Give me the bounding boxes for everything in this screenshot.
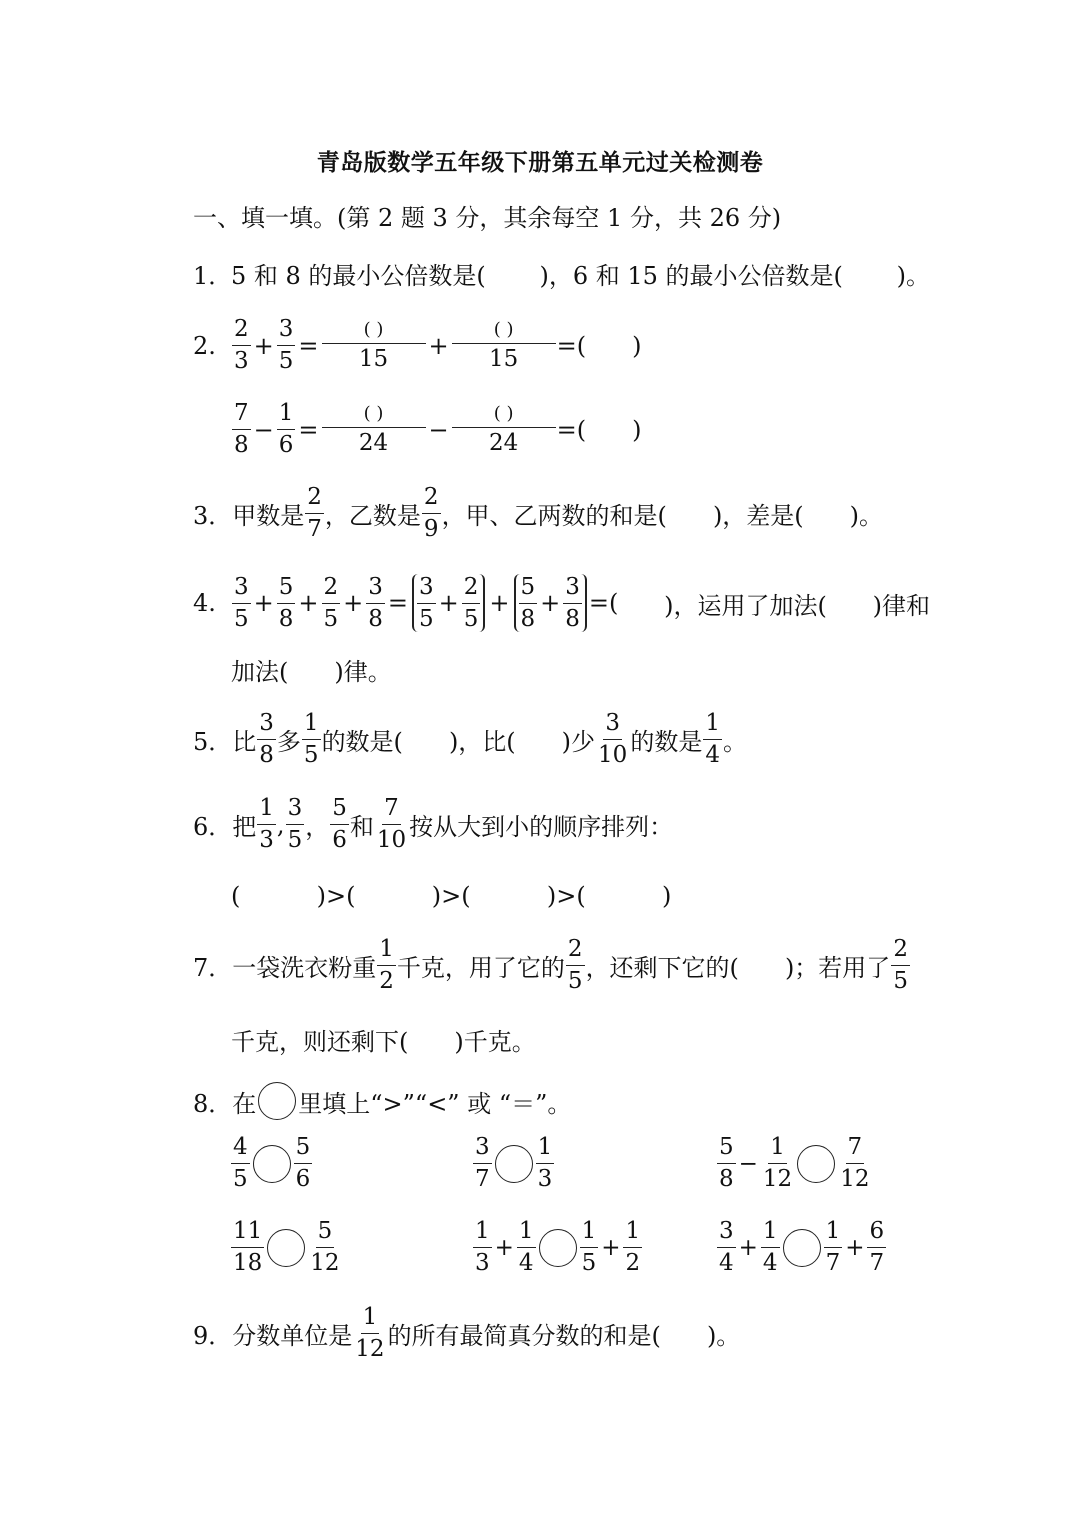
fraction: $\frac{7}{10}$ <box>376 795 407 853</box>
question-2-row-2: $\frac{7}{8}$ − $\frac{1}{6}$ = $\frac{( )}{24}$ − $\frac{( )}{24}$ =( ) <box>234 400 642 458</box>
fraction: $\frac{5}{6}$ <box>332 795 347 853</box>
fraction: $\frac{2}{5}$ <box>323 573 339 632</box>
fraction: $\frac{( )}{24}$ <box>322 405 426 455</box>
question-5: 5． 比 $\frac{3}{8}$ 多 $\frac{1}{5}$ 的数是( )，比( )少 $\frac{3}{10}$ 的数是 $\frac{1}{4}$ 。 <box>193 710 747 768</box>
fraction: $\frac{1}{4}$ <box>705 710 720 768</box>
fraction: $\frac{1}{12}$ <box>355 1304 385 1362</box>
fraction: $\frac{2}{5}$ <box>463 573 479 632</box>
fraction: $\frac{2}{5}$ <box>893 936 908 994</box>
fraction: $\frac{5}{8}$ <box>520 573 536 632</box>
fraction: $\frac{2}{5}$ <box>567 936 583 994</box>
question-1: 1． 5 和 8 的最小公倍数是( )，6 和 15 的最小公倍数是( )。 <box>193 262 930 290</box>
question-6: 6． 把 $\frac{1}{3}$ , $\frac{3}{5}$ ， $\frac{5}{6}$ 和 $\frac{7}{10}$ 按从大到小的顺序排列： <box>193 795 674 853</box>
question-4-line-2: 加法( )律。 <box>231 658 392 686</box>
page-title: 青岛版数学五年级下册第五单元过关检测卷 <box>316 149 764 176</box>
section-heading: 一、填一填。(第 2 题 3 分，其余每空 1 分，共 26 分) <box>193 204 782 232</box>
fraction: $\frac{2}{9}$ <box>423 484 439 542</box>
question-9: 9． 分数单位是 $\frac{1}{12}$ 的所有最简真分数的和是( )。 <box>193 1304 741 1362</box>
question-3: 3． 甲数是 $\frac{2}{7}$ ，乙数是 $\frac{2}{9}$ ，甲、乙两数的和是( )，差是( )。 <box>193 484 884 542</box>
fraction: $\frac{5}{8}$ <box>278 573 294 632</box>
question-7: 7． 一袋洗衣粉重 $\frac{1}{2}$ 千克，用了它的 $\frac{2}{5}$ ，还剩下它的( )；若用了 $\frac{2}{5}$ <box>193 936 908 994</box>
fraction: $\frac{3}{10}$ <box>598 710 628 768</box>
answer-circle[interactable] <box>495 1145 533 1183</box>
compare-item-1: $\frac{4}{5}$ $\frac{5}{6}$ <box>233 1134 311 1192</box>
fraction: $\frac{3}{5}$ <box>234 573 249 632</box>
fraction: $\frac{3}{8}$ <box>259 710 274 768</box>
bracket-group-2: $\frac{5}{8}$ + $\frac{3}{8}$ <box>514 574 587 632</box>
compare-item-6: $\frac{3}{4}$ + $\frac{1}{4}$ $\frac{1}{7}$ + $\frac{6}{7}$ <box>719 1218 885 1276</box>
fraction: $\frac{( )}{15}$ <box>452 321 556 371</box>
answer-circle[interactable] <box>539 1229 577 1267</box>
question-2-row-1: 2. $\frac{2}{3}$ + $\frac{3}{5}$ = $\frac{( )}{15}$ + $\frac{( )}{15}$ =( ) <box>193 316 642 374</box>
fraction: $\frac{1}{3}$ <box>259 795 274 853</box>
circle-icon <box>258 1082 296 1120</box>
fraction: $\frac{3}{8}$ <box>565 573 580 632</box>
answer-circle[interactable] <box>797 1145 835 1183</box>
question-4: 4. $\frac{3}{5}$ + $\frac{5}{8}$ + $\frac{2}{5}$ + $\frac{3}{8}$ = $\frac{3}{5}$ + $\frac{2}{5}$ + $\frac{5}{8}$ + $\frac{3}{8}$ =( )，运用了加法( )律和 <box>193 573 930 632</box>
question-7-line-2: 千克，则还剩下( )千克。 <box>231 1028 536 1056</box>
answer-circle[interactable] <box>253 1145 291 1183</box>
fraction: $\frac{( )}{24}$ <box>452 405 556 455</box>
fraction: $\frac{3}{5}$ <box>278 316 294 374</box>
fraction: $\frac{1}{5}$ <box>303 710 319 768</box>
compare-item-3: $\frac{5}{8}$ − $\frac{1}{12}$ $\frac{7}{12}$ <box>719 1134 870 1192</box>
fraction: $\frac{3}{5}$ <box>419 573 434 632</box>
fraction: $\frac{2}{3}$ <box>234 316 249 374</box>
fraction: $\frac{1}{2}$ <box>379 936 394 994</box>
fraction: $\frac{7}{8}$ <box>234 400 249 458</box>
fraction: $\frac{2}{7}$ <box>307 484 322 542</box>
bracket-group-1: $\frac{3}{5}$ + $\frac{2}{5}$ <box>412 574 485 632</box>
answer-circle[interactable] <box>267 1229 305 1267</box>
answer-circle[interactable] <box>783 1229 821 1267</box>
compare-item-5: $\frac{1}{3}$ + $\frac{1}{4}$ $\frac{1}{5}$ + $\frac{1}{2}$ <box>475 1218 641 1276</box>
fraction: $\frac{3}{5}$ <box>287 795 303 853</box>
compare-item-4: $\frac{11}{18}$ $\frac{5}{12}$ <box>233 1218 340 1276</box>
question-8: 8． 在 里填上“>”“<” 或 “＝”。 <box>193 1082 930 1120</box>
compare-item-2: $\frac{3}{7}$ $\frac{1}{3}$ <box>475 1134 553 1192</box>
fraction: $\frac{3}{8}$ <box>368 573 383 632</box>
question-6-answer-row: ( )>( )>( )>( ) <box>231 882 672 910</box>
fraction: $\frac{1}{6}$ <box>278 400 294 458</box>
fraction: $\frac{( )}{15}$ <box>322 321 426 371</box>
